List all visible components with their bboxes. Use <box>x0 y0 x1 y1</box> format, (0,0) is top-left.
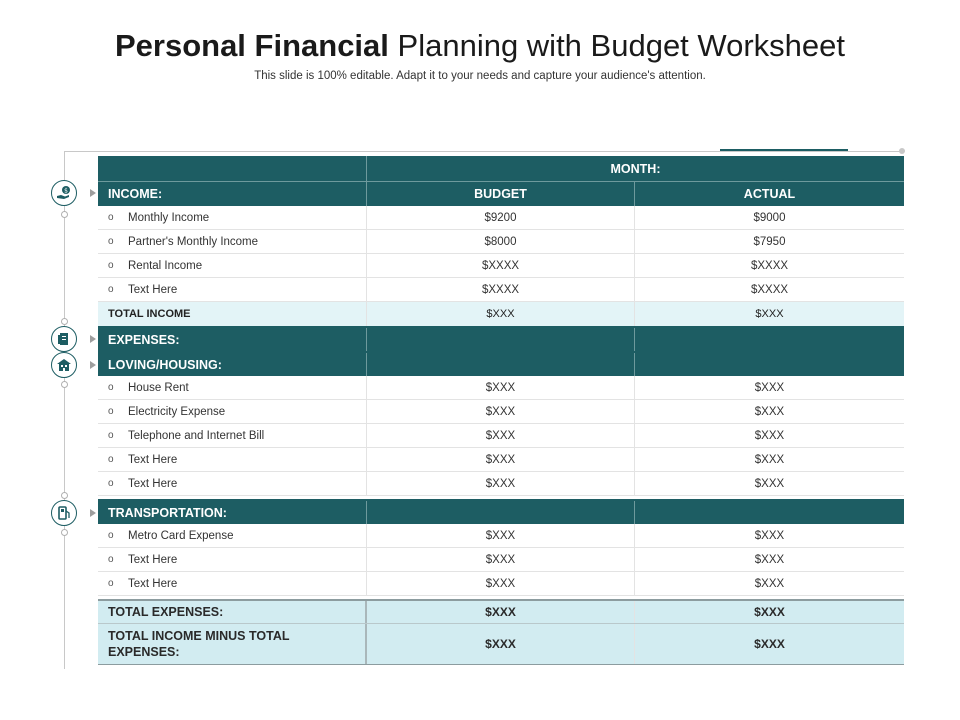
budget-cell: $XXX <box>367 400 635 423</box>
actual-cell: $XXX <box>754 553 785 566</box>
table-row <box>98 472 904 496</box>
total-expenses-row <box>98 599 904 624</box>
actual-column-header: ACTUAL <box>743 187 796 201</box>
budget-cell: $XXXX <box>367 254 635 277</box>
actual-cell: $XXXX <box>750 283 789 296</box>
budget-column-header: BUDGET <box>367 182 635 206</box>
fuel-pump-icon <box>51 500 77 526</box>
row-label: Partner's Monthly Income <box>128 235 259 248</box>
actual-cell: $XXX <box>754 381 785 394</box>
actual-cell: $XXX <box>754 453 785 466</box>
housing-label: LOVING/HOUSING: <box>98 353 367 376</box>
month-header-row <box>98 156 904 182</box>
bullet: o <box>108 430 114 441</box>
frame-top-line <box>64 151 902 152</box>
actual-cell: $XXX <box>754 429 785 442</box>
title-rest: Planning with Budget Worksheet <box>397 28 846 63</box>
timeline-dot <box>61 492 68 499</box>
budget-cell: $XXX <box>367 548 635 571</box>
income-header-row <box>98 182 904 206</box>
actual-cell: $XXXX <box>750 259 789 272</box>
expenses-label: EXPENSES: <box>98 328 367 351</box>
total-income-label: TOTAL INCOME <box>98 302 367 326</box>
total-expenses-label: TOTAL EXPENSES: <box>98 601 367 623</box>
svg-text:$: $ <box>64 187 68 195</box>
income-arrow <box>90 189 96 197</box>
row-label: Electricity Expense <box>128 405 226 418</box>
row-label: Text Here <box>128 283 178 296</box>
row-label: Monthly Income <box>128 211 210 224</box>
table-row <box>98 230 904 254</box>
table-row <box>98 278 904 302</box>
actual-cell: $9000 <box>753 211 786 224</box>
budget-cell: $XXX <box>367 448 635 471</box>
budget-worksheet <box>98 156 904 665</box>
total-expenses-budget: $XXX <box>367 601 635 623</box>
total-expenses-actual: $XXX <box>754 605 785 619</box>
page-subtitle: This slide is 100% editable. Adapt it to your needs and capture your audience's attention. <box>254 70 706 82</box>
housing-arrow <box>90 361 96 369</box>
expenses-header-row <box>98 326 904 351</box>
bullet: o <box>108 478 114 489</box>
row-label: Text Here <box>128 453 178 466</box>
money-hand-icon <box>51 180 77 206</box>
timeline-line <box>64 151 65 669</box>
budget-cell: $XXX <box>367 472 635 495</box>
bullet: o <box>108 454 114 465</box>
budget-cell: $XXX <box>367 424 635 447</box>
table-row <box>98 572 904 596</box>
row-label: Telephone and Internet Bill <box>128 429 265 442</box>
total-income-row <box>98 302 904 326</box>
total-income-budget: $XXX <box>367 302 635 326</box>
row-label: Text Here <box>128 477 178 490</box>
actual-cell: $XXX <box>754 405 785 418</box>
net-income-actual: $XXX <box>754 637 785 651</box>
bullet: o <box>108 260 114 271</box>
title-bold: Personal Financial <box>114 28 389 63</box>
budget-cell: $XXX <box>367 376 635 399</box>
row-label: Rental Income <box>128 259 203 272</box>
bullet: o <box>108 554 114 565</box>
transport-header-row <box>98 499 904 524</box>
budget-cell: $9200 <box>367 206 635 229</box>
actual-cell: $7950 <box>753 235 786 248</box>
budget-cell: $8000 <box>367 230 635 253</box>
bullet: o <box>108 530 114 541</box>
page-title <box>0 28 960 64</box>
house-icon <box>51 352 77 378</box>
total-income-actual: $XXX <box>755 308 784 320</box>
table-row <box>98 424 904 448</box>
bullet: o <box>108 406 114 417</box>
table-row <box>98 254 904 278</box>
transport-label: TRANSPORTATION: <box>98 501 367 524</box>
table-row <box>98 448 904 472</box>
frame-corner-dot <box>899 148 905 154</box>
net-income-row <box>98 624 904 665</box>
table-row <box>98 206 904 230</box>
bullet: o <box>108 236 114 247</box>
income-label: INCOME: <box>98 182 367 206</box>
timeline-dot <box>61 381 68 388</box>
actual-cell: $XXX <box>754 529 785 542</box>
table-row <box>98 548 904 572</box>
month-label: MONTH: <box>610 161 661 176</box>
receipt-icon <box>51 326 77 352</box>
table-row <box>98 400 904 424</box>
housing-header-row <box>98 351 904 376</box>
table-row <box>98 376 904 400</box>
actual-cell: $XXX <box>754 577 785 590</box>
net-income-budget: $XXX <box>367 624 635 664</box>
bullet: o <box>108 212 114 223</box>
row-label: House Rent <box>128 381 189 394</box>
transport-arrow <box>90 509 96 517</box>
net-income-label: TOTAL INCOME MINUS TOTAL EXPENSES: <box>98 624 367 664</box>
timeline-dot <box>61 529 68 536</box>
row-label: Text Here <box>128 553 178 566</box>
table-row <box>98 524 904 548</box>
bullet: o <box>108 578 114 589</box>
row-label: Text Here <box>128 577 178 590</box>
expenses-arrow <box>90 335 96 343</box>
timeline-dot <box>61 211 68 218</box>
actual-cell: $XXX <box>754 477 785 490</box>
bullet: o <box>108 382 114 393</box>
budget-cell: $XXX <box>367 572 635 595</box>
bullet: o <box>108 284 114 295</box>
row-label: Metro Card Expense <box>128 529 234 542</box>
budget-cell: $XXX <box>367 524 635 547</box>
budget-cell: $XXXX <box>367 278 635 301</box>
timeline-dot <box>61 318 68 325</box>
